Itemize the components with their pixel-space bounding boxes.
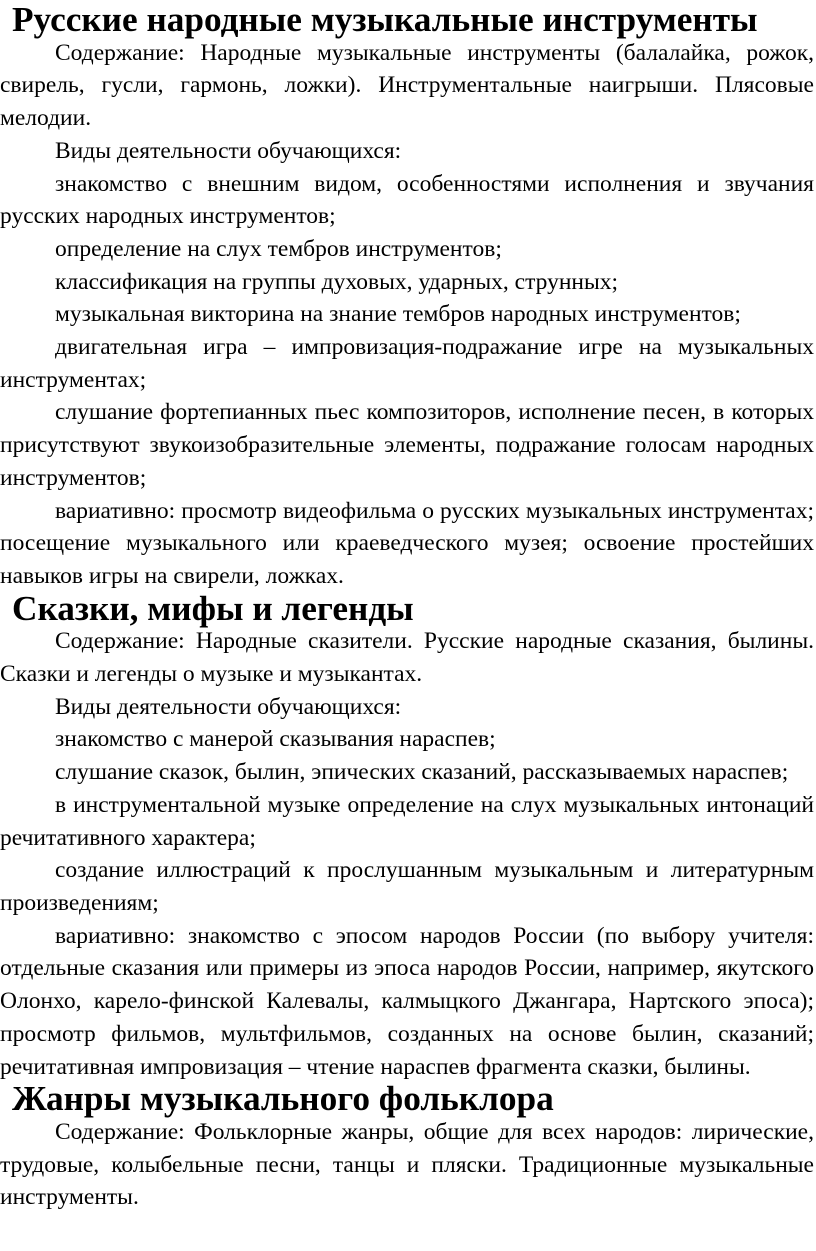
paragraph: Содержание: Народные музыкальные инструменты (балалайка, рожок, свирель, гусли, гармонь, ложки). Инструментальные наигрыши. Плясовые мелодии. [0,39,814,132]
paragraph: слушание сказок, былин, эпических сказаний, рассказываемых нараспев; [55,759,789,786]
paragraph: Содержание: Народные сказители. Русские народные сказания, былины. Сказки и легенды о музыке и музыкантах. [0,628,814,688]
section-heading: Русские народные музыкальные инструменты [12,0,758,39]
paragraph: определение на слух тембров инструментов; [55,235,502,262]
paragraph: вариативно: просмотр видеофильма о русских музыкальных инструментах; посещение музыкального или краеведческого музея; освоение простейших навыков игры на свирели, ложках. [0,497,814,589]
section-heading: Жанры музыкального фольклора [12,1079,554,1119]
paragraph: двигательная игра – импровизация-подражание игре на музыкальных инструментах; [0,334,814,393]
section-tales-myths-legends [0,588,814,1084]
paragraph: создание иллюстраций к прослушанным музыкальным и литературным произведениям; [0,857,814,916]
paragraph: знакомство с внешним видом, особенностями исполнения и звучания русских народных инструментов; [0,170,814,230]
paragraph: музыкальная викторина на знание тембров народных инструментов; [55,301,741,328]
paragraph: Содержание: Фольклорные жанры, общие для всех народов: лирические, трудовые, колыбельные песни, танцы и пляски. Традиционные музыкальные инструменты. [0,1118,814,1211]
paragraph: вариативно: знакомство с эпосом народов России (по выбору учителя: отдельные сказания или примеры из эпоса народов России, например, якутского Олонхо, карело-финской Калевалы, калмыцкого Джангара, Нартского эпоса); просмотр фильмов, мультфильмов, созданных на основе былин, сказаний; речитативная импровизация – чтение нараспев фрагмента сказки, былины. [0,922,814,1080]
section-folk-music-genres [0,1079,814,1214]
paragraph: классификация на группы духовых, ударных, струнных; [55,268,619,295]
section-russian-folk-instruments [0,0,814,593]
paragraph: слушание фортепианных пьес композиторов, исполнение песен, в которых присутствуют звукоизобразительные элементы, подражание голосам народных инструментов; [0,399,814,491]
section-heading: Сказки, мифы и легенды [12,588,414,628]
paragraph: в инструментальной музыке определение на слух музыкальных интонаций речитативного характера; [0,791,814,851]
paragraph: Виды деятельности обучающихся: [55,137,402,164]
paragraph: Виды деятельности обучающихся: [55,693,402,720]
paragraph: знакомство с манерой сказывания нараспев; [55,726,496,753]
